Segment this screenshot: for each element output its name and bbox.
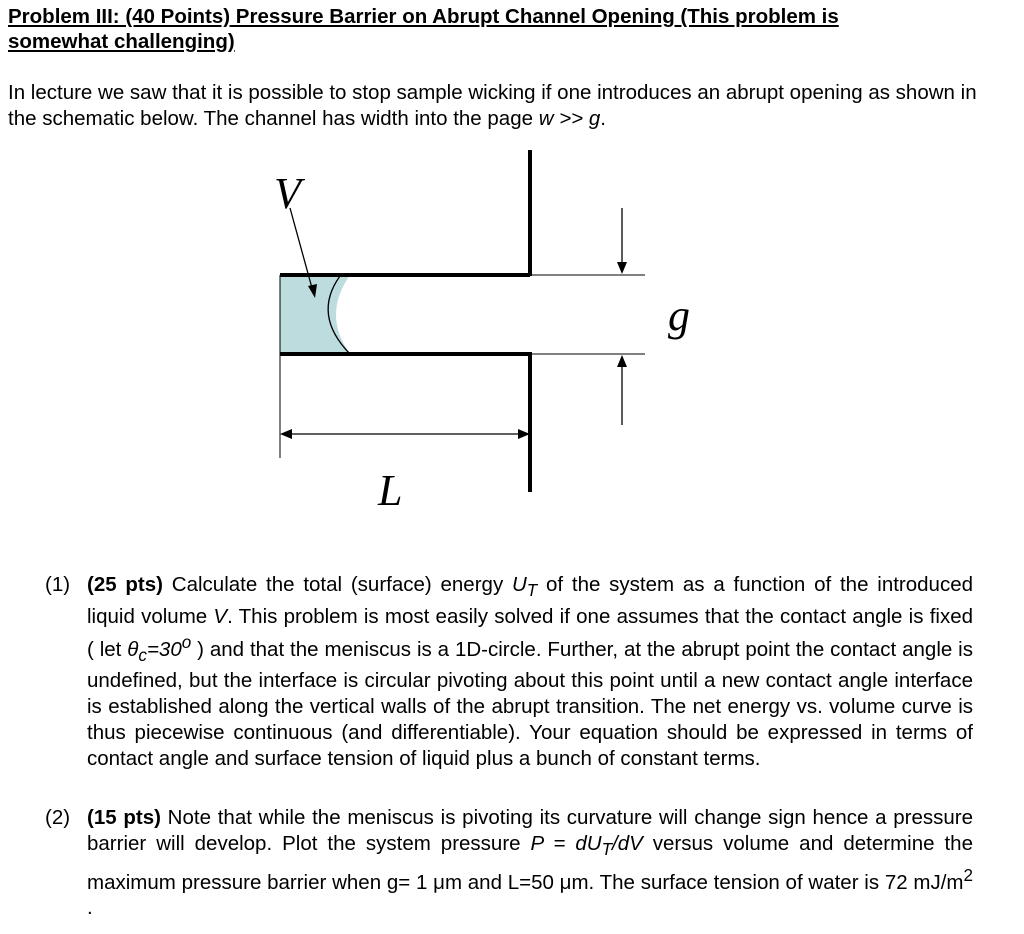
problem-title	[8, 4, 998, 54]
gap-arrow-top-head	[617, 262, 627, 274]
subscript-T-2: T	[601, 839, 613, 859]
question-1-text-c: . This problem is most easily solved if one assumes that the contact angle is fixed ( let	[87, 604, 974, 661]
channel-schematic	[240, 140, 700, 520]
symbol-theta: θ	[127, 637, 139, 661]
theta-value: =30	[146, 637, 182, 661]
symbol-U: U	[511, 573, 527, 596]
intro-text: In lecture we saw that it is possible to stop sample wicking if one introduces an abrupt opening as shown in the schematic below. The channel has width into the page	[8, 81, 977, 130]
question-2-body	[87, 805, 973, 921]
superscript-2: 2	[963, 865, 973, 885]
question-2-text-a: Note that while the meniscus is pivoting its curvature will change sign hence a pressure barrier will develop. Plot the system pressure	[87, 806, 973, 855]
gap-arrow-bottom-head	[617, 355, 627, 367]
length-arrow-left-head	[280, 429, 292, 439]
question-2	[45, 805, 973, 921]
question-1-number: (1)	[45, 573, 71, 596]
pressure-expression: P = dU	[530, 831, 602, 855]
question-2-text-b: versus volume and determine the maximum pressure barrier when g= 1 μm and L=50 μm. The surface tension of water is 72 mJ/m	[87, 831, 973, 894]
question-2-text-c: .	[87, 896, 93, 920]
question-1-text-d: ) and that the meniscus is a 1D-circle. Further, at the abrupt point the contact angle is undefined, but the interface is circular pivoting about this point until a new contact angle interface is established along the vertical walls of the abrupt transition. The net energy vs. volume curve is thus piecewise continuous (and differentiable). Your equation should be expressed in terms of contact angle and surface tension of liquid plus a bunch of constant terms.	[87, 637, 973, 770]
question-1-text-a: Calculate the total (surface) energy	[163, 573, 512, 596]
gap-label: g	[668, 291, 690, 340]
volume-label: V	[274, 169, 301, 218]
subscript-c: c	[138, 645, 147, 665]
intro-paragraph	[8, 80, 998, 132]
symbol-V: V	[213, 604, 228, 628]
degree-mark: o	[181, 632, 192, 652]
question-1	[45, 572, 973, 772]
title-line-1: Problem III: (40 Points) Pressure Barrier on Abrupt Channel Opening (This problem is	[8, 5, 839, 28]
length-label: L	[378, 466, 403, 515]
subscript-T: T	[526, 581, 538, 601]
intro-text-end: .	[600, 107, 606, 130]
title-line-2: somewhat challenging)	[8, 30, 235, 53]
question-1-points: (25 pts)	[87, 573, 163, 596]
question-1-body	[87, 572, 973, 772]
question-1-text-b: of the system as a function of the introduced liquid volume	[87, 573, 973, 628]
dv-expression: /dV	[612, 831, 643, 855]
intro-expression: w >> g	[538, 107, 601, 130]
question-2-points: (15 pts)	[87, 806, 161, 829]
question-2-number: (2)	[45, 806, 71, 829]
